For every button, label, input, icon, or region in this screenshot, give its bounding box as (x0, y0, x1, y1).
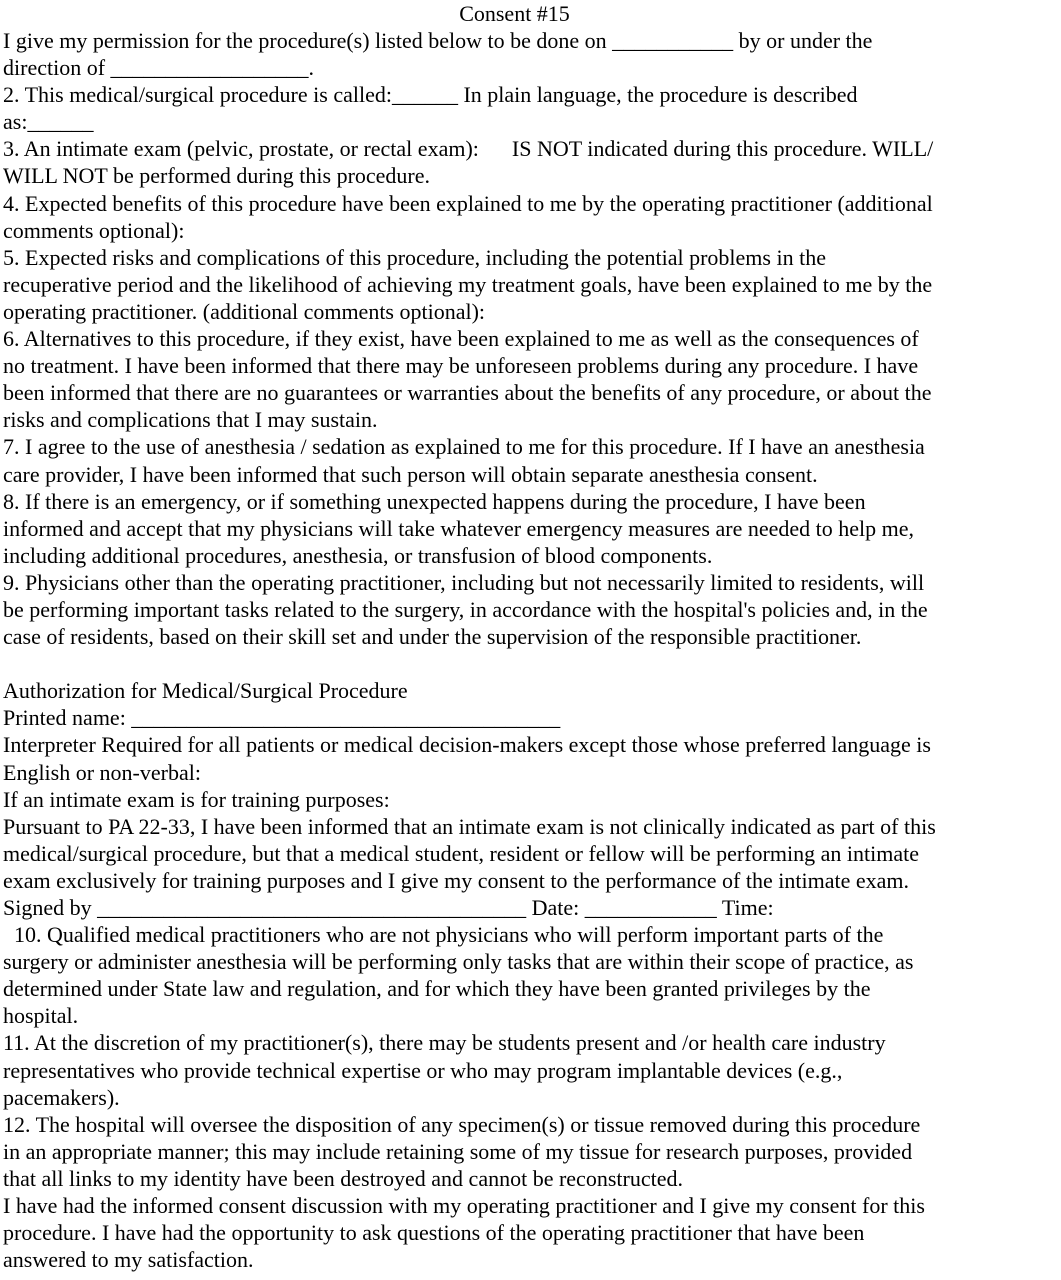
text-line: I have had the informed consent discussion with my operating practitioner and I give my consent for this (3, 1193, 925, 1219)
text-line: WILL NOT be performed during this procedure. (3, 163, 431, 189)
text-line: direction of __________________. (3, 55, 315, 81)
text-line: Signed by _______________________________________ Date: ____________ Time: (3, 895, 774, 920)
text-line: case of residents, based on their skill set and under the supervision of the responsible practitioner. (3, 624, 862, 650)
text-line: 11. At the discretion of my practitioner(s), there may be students present and /or health care industry (3, 1030, 886, 1056)
text-line: Interpreter Required for all patients or medical decision-makers except those whose preferred language is (3, 732, 931, 758)
document-title: Consent #15 (459, 1, 570, 26)
text-line: surgery or administer anesthesia will be performing only tasks that are within their scope of practice, as (3, 949, 914, 975)
text-line: operating practitioner. (additional comments optional): (3, 298, 486, 324)
text-line: pacemakers). (3, 1084, 120, 1110)
text-line: 4. Expected benefits of this procedure have been explained to me by the operating practitioner (additional (3, 190, 933, 216)
text-line: Pursuant to PA 22-33, I have been informed that an intimate exam is not clinically indicated as part of this (3, 813, 936, 839)
text-line: be performing important tasks related to the surgery, in accordance with the hospital's policies and, in the (3, 596, 928, 622)
blank-line (3, 650, 1059, 677)
text-line: as:______ (3, 109, 94, 135)
text-line: no treatment. I have been informed that there may be unforeseen problems during any procedure. I have (3, 353, 919, 379)
text-line: medical/surgical procedure, but that a medical student, resident or fellow will be performing an intimate (3, 840, 919, 866)
text-line: procedure. I have had the opportunity to ask questions of the operating practitioner that have been (3, 1220, 865, 1246)
text-line: care provider, I have been informed that such person will obtain separate anesthesia consent. (3, 461, 818, 487)
text-line: Authorization for Medical/Surgical Procedure (3, 678, 408, 704)
document-body (0, 27, 1061, 1273)
text-line: 7. I agree to the use of anesthesia / sedation as explained to me for this procedure. If I have an anesthesia (3, 434, 925, 460)
text-line: English or non-verbal: (3, 759, 201, 785)
text-line: that all links to my identity have been destroyed and cannot be reconstructed. (3, 1165, 683, 1191)
text-line: 10. Qualified medical practitioners who are not physicians who will perform important parts of the (3, 922, 884, 948)
text-line: hospital. (3, 1003, 79, 1029)
text-line: 12. The hospital will oversee the disposition of any specimen(s) or tissue removed during this procedure (3, 1111, 921, 1137)
text-line: including additional procedures, anesthesia, or transfusion of blood components. (3, 542, 713, 568)
text-line: comments optional): (3, 217, 185, 243)
text-line: representatives who provide technical expertise or who may program implantable devices (e.g., (3, 1057, 843, 1083)
text-line: in an appropriate manner; this may include retaining some of my tissue for research purposes, provided (3, 1138, 913, 1164)
text-line: 9. Physicians other than the operating practitioner, including but not necessarily limited to residents, will (3, 569, 925, 595)
text-line: I give my permission for the procedure(s) listed below to be done on ___________ by or under the (3, 28, 873, 53)
text-line: risks and complications that I may sustain. (3, 407, 378, 433)
text-line: If an intimate exam is for training purposes: (3, 786, 390, 812)
text-line: been informed that there are no guarantees or warranties about the benefits of any procedure, or about the (3, 380, 932, 406)
text-line: exam exclusively for training purposes and I give my consent to the performance of the intimate exam. (3, 867, 909, 893)
text-line: 2. This medical/surgical procedure is called:______ In plain language, the procedure is described (3, 82, 858, 108)
text-line: 8. If there is an emergency, or if something unexpected happens during the procedure, I have been (3, 488, 866, 514)
text-line: 5. Expected risks and complications of this procedure, including the potential problems in the (3, 244, 826, 270)
text-line: answered to my satisfaction. (3, 1247, 254, 1273)
text-line: 6. Alternatives to this procedure, if they exist, have been explained to me as well as the consequences of (3, 326, 919, 352)
text-line: determined under State law and regulation, and for which they have been granted privileges by the (3, 976, 871, 1002)
text-line: recuperative period and the likelihood of achieving my treatment goals, have been explained to me by the (3, 271, 933, 297)
text-line: Printed name: _______________________________________ (3, 705, 561, 731)
text-line: 3. An intimate exam (pelvic, prostate, or rectal exam): IS NOT indicated during this procedure. WILL/ (3, 136, 934, 162)
text-line: informed and accept that my physicians will take whatever emergency measures are needed to help me, (3, 515, 915, 541)
